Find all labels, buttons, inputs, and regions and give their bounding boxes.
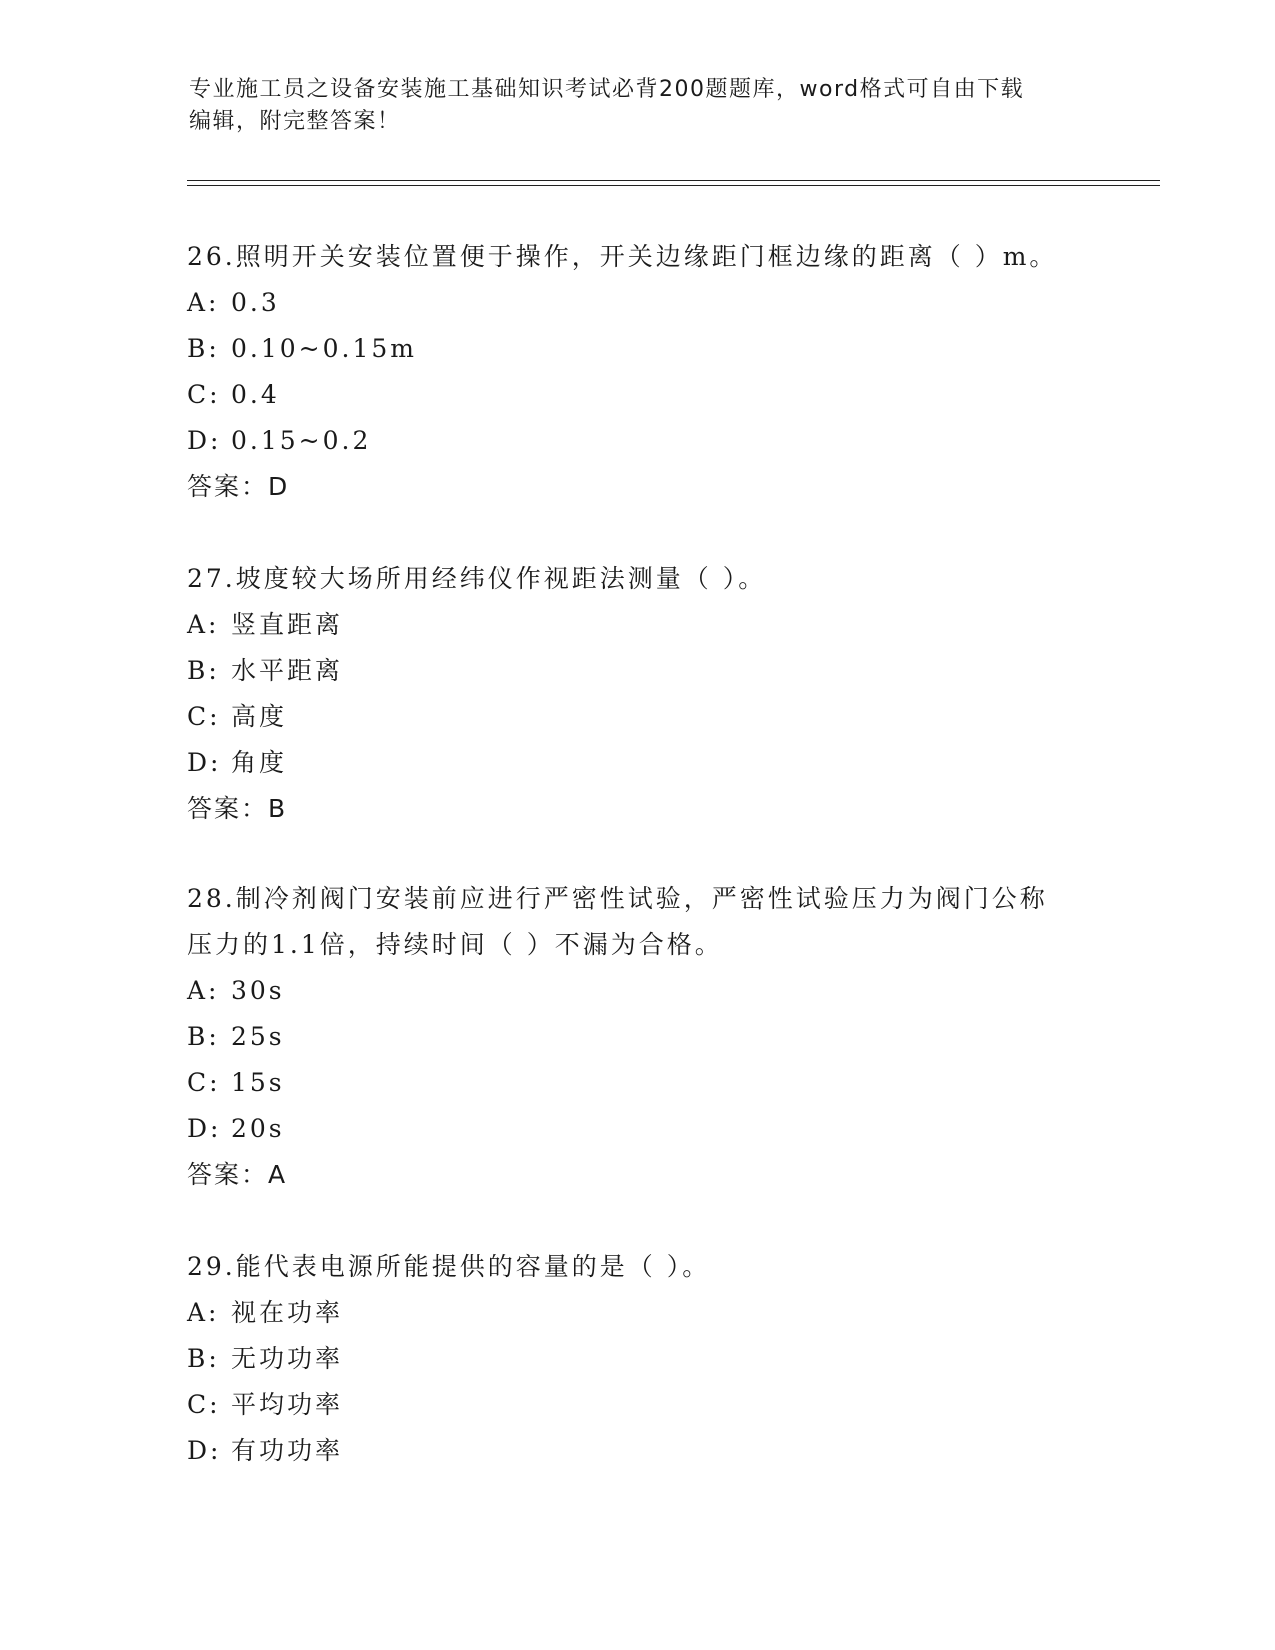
option-text: 20s (231, 1114, 285, 1143)
option-letter: A: (187, 976, 220, 1005)
option-letter: D: (187, 1436, 222, 1465)
option-c (187, 694, 1087, 740)
option-letter: B: (187, 334, 220, 363)
option-text: 15s (231, 1068, 285, 1097)
option-text: 平均功率 (231, 1390, 344, 1419)
option-letter: A: (187, 1298, 220, 1327)
option-text: 30s (231, 976, 285, 1005)
answer-line: 答案：B (187, 794, 288, 823)
option-letter: C: (187, 702, 221, 731)
option-text: 0.15~0.2 (231, 426, 372, 455)
option-text: 竖直距离 (231, 610, 344, 639)
option-a (187, 602, 1087, 648)
option-d (187, 1428, 1087, 1474)
option-b (187, 326, 1087, 372)
question-text: 27.坡度较大场所用经纬仪作视距法测量（ ）。 (187, 564, 767, 593)
option-c (187, 372, 1087, 418)
question-text: 26.照明开关安装位置便于操作，开关边缘距门框边缘的距离（ ）m。 (187, 242, 1058, 271)
option-letter: D: (187, 1114, 222, 1143)
question-29 (187, 1244, 1087, 1474)
answer-line: 答案：D (187, 472, 290, 501)
option-a (187, 280, 1087, 326)
option-text: 25s (231, 1022, 285, 1051)
option-b (187, 1014, 1087, 1060)
question-text-line-1: 28.制冷剂阀门安装前应进行严密性试验，严密性试验压力为阀门公称 (187, 884, 1048, 913)
option-text: 高度 (231, 702, 288, 731)
option-letter: C: (187, 1068, 221, 1097)
option-text: 视在功率 (231, 1298, 344, 1327)
option-d (187, 740, 1087, 786)
option-text: 有功功率 (231, 1436, 344, 1465)
question-text: 29.能代表电源所能提供的容量的是（ ）。 (187, 1252, 711, 1281)
option-a (187, 1290, 1087, 1336)
option-c (187, 1382, 1087, 1428)
option-letter: B: (187, 656, 220, 685)
header-line-1: 专业施工员之设备安装施工基础知识考试必背200题题库，word格式可自由下载 (189, 77, 1025, 102)
option-text: 0.3 (231, 288, 280, 317)
header-divider-top (187, 180, 1160, 181)
option-d (187, 418, 1087, 464)
option-letter: B: (187, 1022, 220, 1051)
question-27 (187, 556, 1087, 832)
option-text: 0.10~0.15m (231, 334, 417, 363)
option-letter: B: (187, 1344, 220, 1373)
option-letter: C: (187, 380, 221, 409)
header-line-2: 编辑，附完整答案！ (189, 109, 401, 134)
option-text: 角度 (231, 748, 288, 777)
question-28 (187, 876, 1087, 1198)
question-text-line-2: 压力的1.1倍，持续时间（ ）不漏为合格。 (187, 930, 723, 959)
option-letter: D: (187, 748, 222, 777)
option-letter: C: (187, 1390, 221, 1419)
document-header (189, 74, 1069, 138)
option-a (187, 968, 1087, 1014)
option-c (187, 1060, 1087, 1106)
option-letter: A: (187, 288, 220, 317)
option-d (187, 1106, 1087, 1152)
question-26 (187, 234, 1087, 510)
header-divider-bottom (187, 185, 1160, 186)
option-b (187, 1336, 1087, 1382)
option-text: 无功功率 (231, 1344, 344, 1373)
option-letter: D: (187, 426, 222, 455)
option-text: 0.4 (231, 380, 280, 409)
option-letter: A: (187, 610, 220, 639)
option-b (187, 648, 1087, 694)
option-text: 水平距离 (231, 656, 344, 685)
answer-line: 答案：A (187, 1160, 288, 1189)
